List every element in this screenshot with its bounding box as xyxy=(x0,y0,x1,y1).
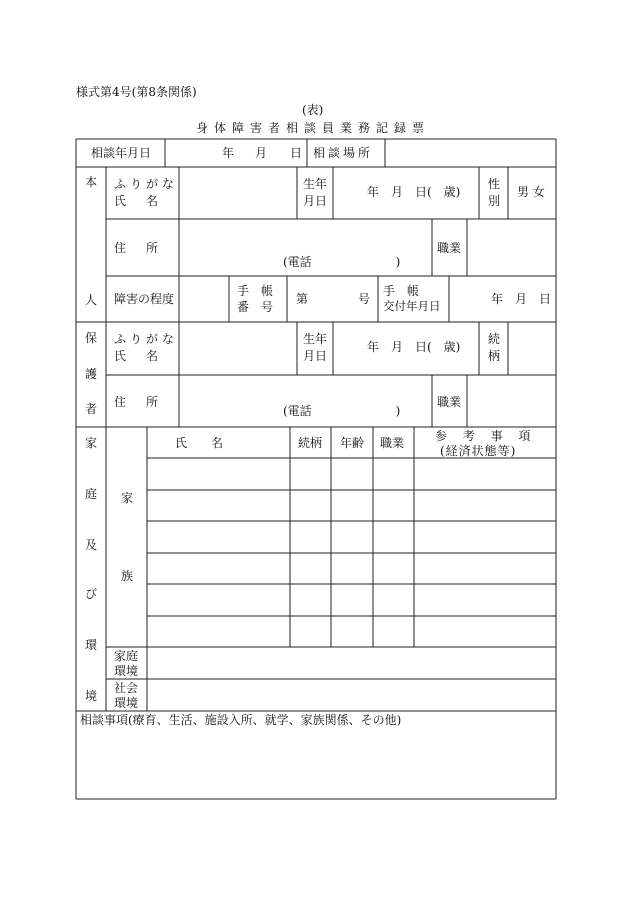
social-env-label-1: 社会 xyxy=(114,681,139,695)
guardian-label-2: 護 xyxy=(85,367,98,381)
family-side-char: び xyxy=(85,587,98,601)
guardian-relation-label-1: 続 xyxy=(488,332,501,346)
family-col-occupation: 職業 xyxy=(380,436,405,450)
guardian-occupation-label: 職業 xyxy=(437,395,462,409)
honnin-sex-value: 男 女 xyxy=(517,185,545,199)
family-col-reference-2: (経済状態等) xyxy=(440,444,517,458)
honnin-sex-label-2: 別 xyxy=(488,194,501,208)
honnin-birth-value: 年 月 日( 歳) xyxy=(367,185,461,199)
guardian-birth-label-1: 生年 xyxy=(303,332,328,346)
honnin-address-label: 住 所 xyxy=(114,241,163,255)
family-col-name: 氏 名 xyxy=(175,436,230,450)
honnin-furigana-label: ふりがな xyxy=(114,177,179,191)
honnin-phone-label: (電話 ) xyxy=(283,255,401,269)
consult-date-label: 相談年月日 xyxy=(91,146,152,160)
honnin-label-top: 本 xyxy=(85,175,98,189)
family-side-char: 及 xyxy=(85,538,98,552)
home-env-label-2: 環境 xyxy=(114,664,139,678)
guardian-address-label: 住 所 xyxy=(114,395,163,409)
consult-year-label: 年 xyxy=(222,146,235,160)
techo-number-label-1: 手 帳 xyxy=(237,284,274,298)
honnin-label-bottom: 人 xyxy=(85,293,98,307)
honnin-birth-label-2: 月日 xyxy=(303,194,328,208)
guardian-name-label: 氏 名 xyxy=(114,349,163,363)
guardian-furigana-label: ふりがな xyxy=(114,332,179,346)
family-side-char: 境 xyxy=(85,689,98,703)
side-label: (表) xyxy=(302,103,324,117)
techo-number-label-2: 番 号 xyxy=(237,300,274,314)
techo-dai-label: 第 xyxy=(296,292,309,306)
social-env-label-2: 環境 xyxy=(114,696,139,710)
guardian-phone-label: (電話 ) xyxy=(283,404,401,418)
family-col-age: 年齢 xyxy=(340,436,365,450)
techo-go-label: 号 xyxy=(358,292,371,306)
form-title: 身体障害者相談員業務記録票 xyxy=(196,121,431,135)
form-number: 様式第4号(第8条関係) xyxy=(76,85,197,99)
guardian-birth-label-2: 月日 xyxy=(303,349,328,363)
consult-matters-label: 相談事項(療育、生活、施設入所、就学、家族関係、その他) xyxy=(80,713,402,727)
family-col-reference-1: 参 考 事 項 xyxy=(435,429,537,443)
guardian-relation-label-2: 柄 xyxy=(488,349,501,363)
honnin-name-label: 氏 名 xyxy=(114,194,163,208)
guardian-birth-value: 年 月 日( 歳) xyxy=(367,340,461,354)
disability-level-label: 障害の程度 xyxy=(114,292,175,306)
family-side-char: 家 xyxy=(85,436,98,450)
honnin-sex-label-1: 性 xyxy=(488,177,501,191)
guardian-label-1: 保 xyxy=(85,331,98,345)
family-side-char: 環 xyxy=(85,638,98,652)
consult-day-label: 日 xyxy=(290,146,303,160)
honnin-birth-label-1: 生年 xyxy=(303,177,328,191)
family-side-char: 庭 xyxy=(85,487,98,501)
family-inner-char: 族 xyxy=(121,569,134,583)
family-inner-char: 家 xyxy=(121,491,134,505)
kofu-date-value: 年 月 日 xyxy=(491,292,552,306)
kofu-label-2: 交付年月日 xyxy=(383,299,441,313)
kofu-label-1: 手 帳 xyxy=(383,284,420,298)
family-col-relation: 続柄 xyxy=(298,436,323,450)
home-env-label-1: 家庭 xyxy=(114,649,139,663)
guardian-label-3: 者 xyxy=(85,402,98,416)
consult-place-label: 相談場所 xyxy=(313,146,374,160)
honnin-occupation-label: 職業 xyxy=(437,241,462,255)
consult-month-label: 月 xyxy=(255,146,268,160)
